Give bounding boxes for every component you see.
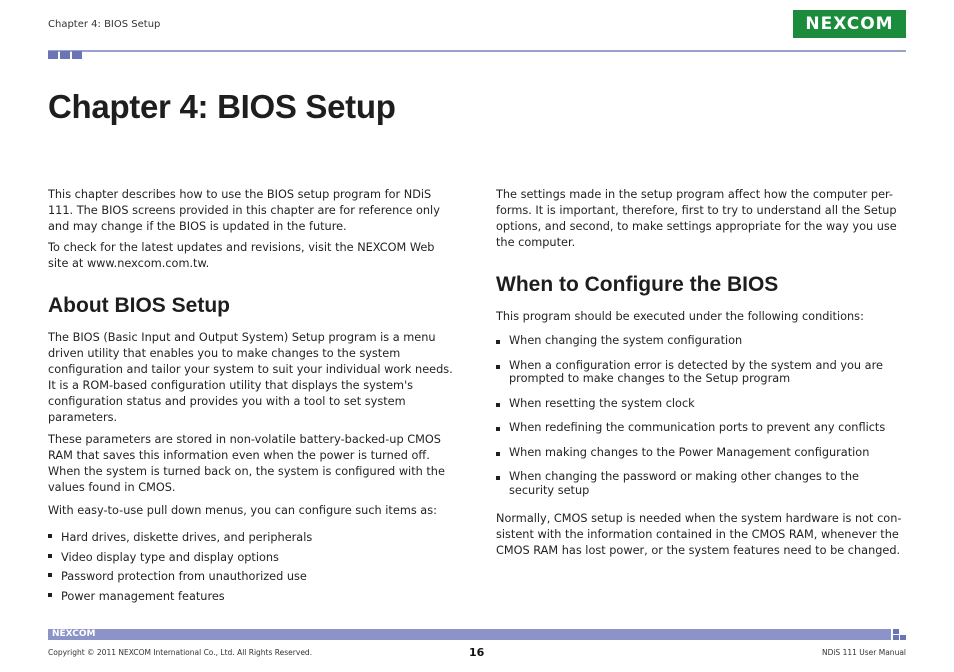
left-intro (48, 187, 453, 272)
nexcom-logo (793, 10, 906, 38)
configurable-items-list (48, 528, 453, 606)
list-item: Power management features (48, 587, 453, 607)
list-item: Password protection from unauthorized use (48, 567, 453, 587)
list-item: When redefining the communication ports to prevent any conflicts (496, 421, 906, 435)
about-bios-section (48, 330, 453, 606)
logo-text: NEXCOM (805, 14, 894, 34)
settings-paragraph: The settings made in the setup program affect how the computer per-forms. It is important, therefore, first to try to understand all the Setup options, and second, to make settings appropriate for the way you use the computer. (496, 188, 897, 249)
about-paragraph: These parameters are stored in non-volatile battery-backed-up CMOS RAM that saves this information even when the power is turned off. When the system is turned back on, the system is configured with the values found in CMOS. (48, 433, 445, 494)
footer-bar (48, 629, 891, 640)
about-paragraph: The BIOS (Basic Input and Output System) Setup program is a menu driven utility that enables you to make changes to the system configuration and tailor your system to suit your individual work needs. It is a ROM-based configuration utility that displays the system's configuration status and provides you with a tool to set system parameters. (48, 331, 453, 424)
list-item: When making changes to the Power Management configuration (496, 446, 906, 460)
header-rule (48, 50, 906, 52)
list-item: When changing the password or making other changes to the security setup (496, 470, 906, 497)
copyright-text: Copyright © 2011 NEXCOM International Co., Ltd. All Rights Reserved. (48, 648, 313, 657)
list-item: Video display type and display options (48, 548, 453, 568)
conditions-list (496, 334, 906, 497)
when-configure-section (496, 309, 906, 559)
list-item: When a configuration error is detected by the system and you are prompted to make changes to the Setup program (496, 359, 906, 386)
header-squares (48, 51, 82, 59)
when-intro: This program should be executed under the following conditions: (496, 310, 864, 323)
closing-paragraph: Normally, CMOS setup is needed when the system hardware is not con-sistent with the information contained in the CMOS RAM, whenever the CMOS RAM has lost power, or the system features need to be changed. (496, 512, 902, 557)
list-item: When changing the system configuration (496, 334, 906, 348)
header-chapter-label: Chapter 4: BIOS Setup (48, 19, 161, 30)
about-bios-heading: About BIOS Setup (48, 294, 230, 317)
when-configure-heading: When to Configure the BIOS (496, 273, 779, 296)
intro-paragraph: To check for the latest updates and revisions, visit the NEXCOM Web site at www.nexcom.com.tw. (48, 241, 435, 270)
manual-name: NDiS 111 User Manual (821, 648, 906, 657)
page-number: 16 (469, 646, 485, 659)
about-paragraph: With easy-to-use pull down menus, you can configure such items as: (48, 504, 437, 517)
right-intro (496, 187, 906, 251)
list-item: When resetting the system clock (496, 397, 906, 411)
page-title: Chapter 4: BIOS Setup (48, 88, 396, 125)
intro-paragraph: This chapter describes how to use the BIOS setup program for NDiS 111. The BIOS screens provided in this chapter are for reference only and may change if the BIOS is updated in the future. (48, 188, 440, 233)
footer-logo: NEXCOM (52, 629, 96, 639)
footer-squares (893, 629, 906, 642)
list-item: Hard drives, diskette drives, and peripherals (48, 528, 453, 548)
